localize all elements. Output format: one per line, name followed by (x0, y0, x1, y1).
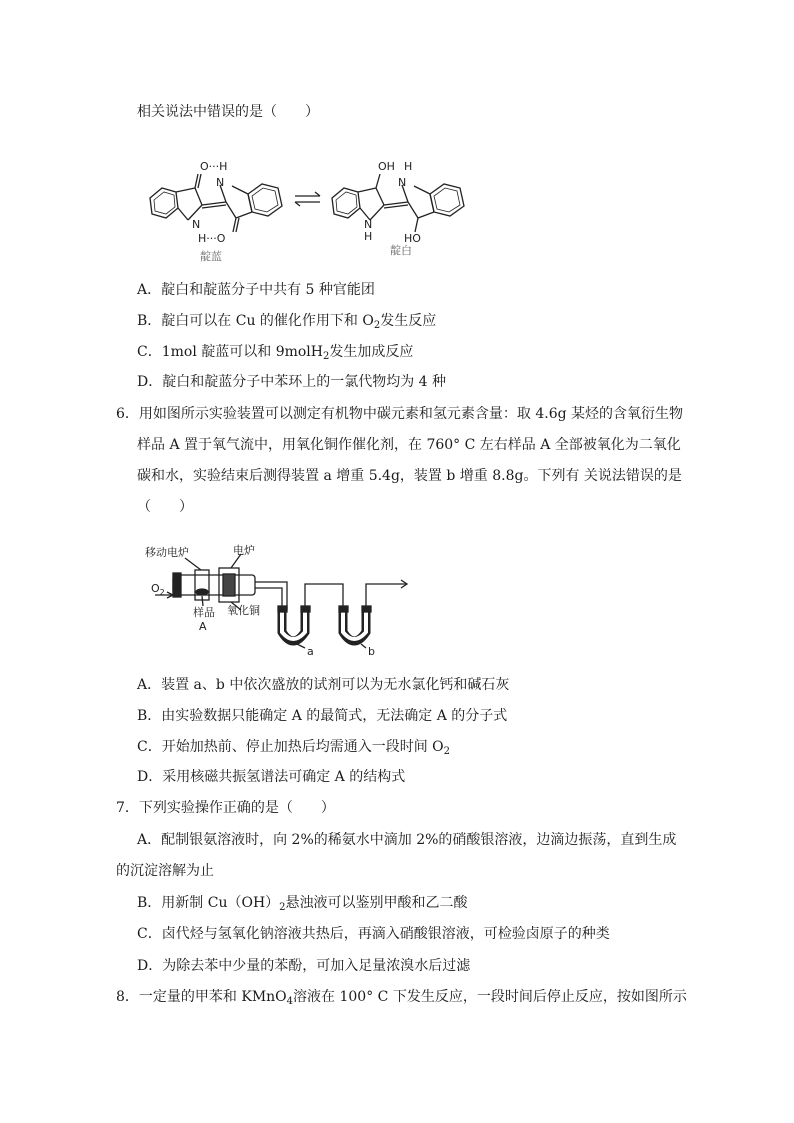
label-n-right-bottom: N (364, 218, 373, 231)
q5-option-a: A．靛白和靛蓝分子中共有 5 种官能团 (137, 282, 375, 298)
q5-option-b (137, 312, 436, 335)
label-o2 (151, 582, 165, 597)
q7-option-b-text: B．用新制 Cu（OH） (137, 895, 280, 911)
q6-stem-line2: 样品 A 置于氧气流中，用氧化铜作催化剂，在 760° C 左右样品 A 全部被氧化为二氧化 (137, 437, 681, 453)
label-electric-furnace: 电炉 (233, 544, 255, 557)
label-n-top: N (216, 176, 225, 189)
q7-option-a-line2: 的沉淀溶解为止 (116, 863, 214, 879)
q5-option-d: D．靛白和靛蓝分子中苯环上的一氯代物均为 4 种 (137, 374, 447, 390)
q7-option-d: D．为除去苯中少量的苯酚，可加入足量浓溴水后过滤 (137, 958, 471, 974)
q6-option-c-sub: 2 (443, 746, 451, 757)
q5-option-c-text-end: 发生加成反应 (329, 344, 414, 360)
label-mobile-furnace: 移动电炉 (145, 546, 189, 559)
q6-stem-line3: 碳和水，实验结束后测得装置 a 增重 5.4g，装置 b 增重 8.8g。下列有 关说法错误的是 (137, 468, 682, 484)
label-h-top: H (404, 160, 413, 173)
q5-option-c (137, 343, 413, 366)
q6-option-c-text: C．开始加热前、停止加热后均需通入一段时间 O (137, 739, 444, 755)
indigo-structure-figure (140, 150, 480, 268)
q8-stem (116, 988, 687, 1011)
q5-option-b-text: B．靛白可以在 Cu 的催化作用下和 O (137, 313, 374, 329)
q7-option-c: C．卤代烃与氢氧化钠溶液共热后，再滴入硝酸银溶液，可检验卤原子的种类 (137, 926, 610, 942)
label-device-b: b (368, 645, 375, 658)
q7-option-b-text-end: 悬浊液可以鉴别甲酸和乙二酸 (285, 895, 468, 911)
q8-stem-text: 8．一定量的甲苯和 KMnO (116, 989, 287, 1005)
q5-option-c-text: C．1mol 靛蓝可以和 9molH (137, 344, 323, 360)
label-h-bottom: H (364, 230, 373, 243)
q6-option-c (137, 738, 450, 761)
q7-option-b (137, 894, 468, 917)
q6-option-a: A．装置 a、b 中依次盛放的试剂可以为无水氯化钙和碱石灰 (137, 677, 510, 693)
q5-option-b-sub: 2 (373, 320, 381, 331)
label-n-right-top: N (398, 176, 407, 189)
label-ho-bottom: HO (404, 232, 421, 245)
q7-option-a-line1: A．配制银氨溶液时，向 2%的稀氨水中滴加 2%的硝酸银溶液，边滴边振荡，直到生成 (137, 832, 677, 848)
label-copper-oxide: 氧化铜 (227, 604, 260, 617)
apparatus-figure (145, 540, 420, 658)
q5-option-b-text-end: 发生反应 (380, 313, 437, 329)
label-o-h: O···H (200, 160, 228, 173)
caption-indigo: 靛蓝 (200, 250, 222, 263)
q6-stem-line4: （ ） (137, 499, 193, 515)
q8-stem-sub: 4 (286, 996, 294, 1007)
label-h-o: H···O (198, 232, 226, 245)
q8-stem-text-end: 溶液在 100° C 下发生反应，一段时间后停止反应，按如图所示 (293, 989, 687, 1005)
q6-option-b: B．由实验数据只能确定 A 的最简式，无法确定 A 的分子式 (137, 708, 508, 724)
q7-stem: 7．下列实验操作正确的是（ ） (116, 800, 335, 816)
label-device-a: a (307, 645, 314, 658)
label-n-left: N (192, 218, 201, 231)
q6-stem-line1: 6．用如图所示实验装置可以测定有机物中碳元素和氢元素含量：取 4.6g 某烃的含氧衍生物 (116, 406, 684, 422)
label-o2-main: O (151, 582, 160, 595)
label-o2-sub: 2 (159, 588, 165, 597)
q6-option-d: D．采用核磁共振氢谱法可确定 A 的结构式 (137, 769, 406, 785)
caption-leuco-indigo: 靛白 (390, 244, 412, 257)
label-sample-a: A (199, 620, 207, 633)
label-oh-top: OH (378, 160, 395, 173)
label-sample: 样品 (193, 606, 215, 619)
q5-option-c-sub: 2 (323, 351, 330, 362)
question-stem-continuation: 相关说法中错误的是（ ） (137, 104, 319, 120)
q7-option-b-sub: 2 (279, 902, 286, 913)
